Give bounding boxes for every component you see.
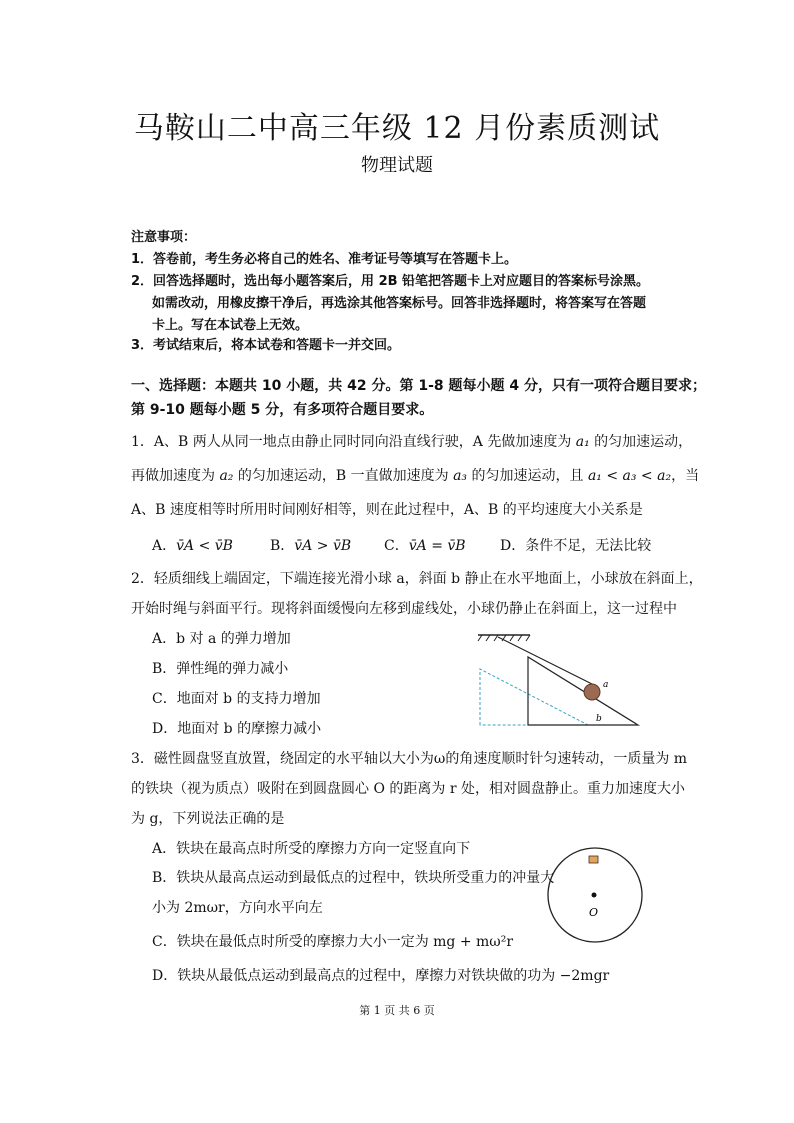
notice-line-1: 1．答卷前，考生务必将自己的姓名、准考证号等填写在答题卡上。 <box>131 252 518 267</box>
label-b: b <box>596 714 602 724</box>
q1-option-a <box>152 535 233 555</box>
q1-option-b <box>270 535 351 555</box>
option-formula: v̄A < v̄B <box>176 538 233 554</box>
q1-var-a2: a₂ <box>219 468 234 484</box>
label-a: a <box>603 680 609 690</box>
label-o: O <box>589 906 599 919</box>
q3-line-1: 3．磁性圆盘竖直放置，绕固定的水平轴以大小为ω的角速度顺时针匀速转动，一质量为 m <box>131 751 688 767</box>
q1-var-a3: a₃ <box>453 468 468 484</box>
q3-option-b-line-1: B．铁块从最高点运动到最低点的过程中，铁块所受重力的冲量大 <box>152 870 555 886</box>
option-formula: v̄A = v̄B <box>408 538 466 554</box>
dashed-incline <box>480 669 588 725</box>
q2-option-d: D．地面对 b 的摩擦力减小 <box>152 721 322 737</box>
q1-text: 的匀加速运动，B 一直做加速度为 <box>233 468 454 484</box>
q1-text: 的匀加速运动， <box>589 434 693 450</box>
option-formula: v̄A > v̄B <box>294 538 352 554</box>
notice-line-3: 如需改动，用橡皮擦干净后，再选涂其他答案标号。回答非选择题时，将答案写在答题 <box>152 296 647 311</box>
solid-incline <box>528 657 638 725</box>
option-label: B． <box>270 538 295 554</box>
q1-text: ，当 <box>671 468 700 484</box>
notice-heading: 注意事项： <box>131 230 197 245</box>
option-label: A． <box>152 538 177 554</box>
q1-line-2 <box>131 465 699 485</box>
q1-inequality: a₁ < a₃ < a₂ <box>587 468 672 484</box>
q2-option-b: B．弹性绳的弹力减小 <box>152 661 289 677</box>
section-heading-line-2: 第 9-10 题每小题 5 分，有多项符合题目要求。 <box>131 402 434 418</box>
string-line <box>498 637 594 685</box>
q1-text: 的匀加速运动，且 <box>467 468 588 484</box>
option-label: C． <box>384 538 409 554</box>
q2-option-c: C．地面对 b 的支持力增加 <box>152 691 321 707</box>
q2-line-2: 开始时绳与斜面平行。现将斜面缓慢向左移到虚线处，小球仍静止在斜面上，这一过程中 <box>131 601 677 617</box>
incline-figure <box>470 625 645 733</box>
q1-line-1 <box>131 431 692 451</box>
page-title: 马鞍山二中高三年级 12 月份素质测试 <box>133 111 661 146</box>
q3-option-a: A．铁块在最高点时所受的摩擦力方向一定竖直向下 <box>152 841 471 857</box>
q3-option-b-line-2: 小为 2mωr，方向水平向左 <box>152 900 323 916</box>
page-subtitle: 物理试题 <box>361 155 433 176</box>
q1-text: 再做加速度为 <box>131 468 220 484</box>
q3-line-2: 的铁块（视为质点）吸附在到圆盘圆心 O 的距离为 r 处，相对圆盘静止。重力加速度大小 <box>131 781 685 797</box>
q1-line-3: A、B 速度相等时所用时间刚好相等，则在此过程中，A、B 的平均速度大小关系是 <box>131 502 643 518</box>
notice-line-4: 卡上。写在本试卷上无效。 <box>152 318 309 333</box>
center-point <box>592 893 597 898</box>
notice-line-5: 3．考试结束后，将本试卷和答题卡一并交回。 <box>131 338 401 353</box>
q1-text: 1．A、B 两人从同一地点由静止同时同向沿直线行驶，A 先做加速度为 <box>131 434 576 450</box>
q1-option-c <box>384 535 466 555</box>
notice-line-2: 2．回答选择题时，选出每小题答案后，用 2B 铅笔把答题卡上对应题目的答案标号涂黑。 <box>131 274 650 289</box>
section-heading-line-1: 一、选择题：本题共 10 小题，共 42 分。第 1-8 题每小题 4 分，只有一项符合题目要求； <box>131 378 706 394</box>
q3-line-3: 为 g，下列说法正确的是 <box>131 811 285 827</box>
q3-option-c: C．铁块在最低点时所受的摩擦力大小一定为 mg + mω²r <box>152 934 514 950</box>
ball-a <box>584 684 600 700</box>
disk-figure <box>545 845 645 945</box>
q3-option-d: D．铁块从最低点运动到最高点的过程中，摩擦力对铁块做的功为 −2mgr <box>152 968 610 984</box>
page-number: 第 1 页 共 6 页 <box>359 1004 435 1017</box>
q1-var-a1: a₁ <box>575 434 590 450</box>
q2-line-1: 2．轻质细线上端固定，下端连接光滑小球 a，斜面 b 静止在水平地面上，小球放在斜面上， <box>131 571 703 587</box>
q1-option-d: D．条件不足，无法比较 <box>500 538 652 554</box>
q2-option-a: A．b 对 a 的弹力增加 <box>152 631 291 647</box>
iron-block <box>589 856 598 863</box>
